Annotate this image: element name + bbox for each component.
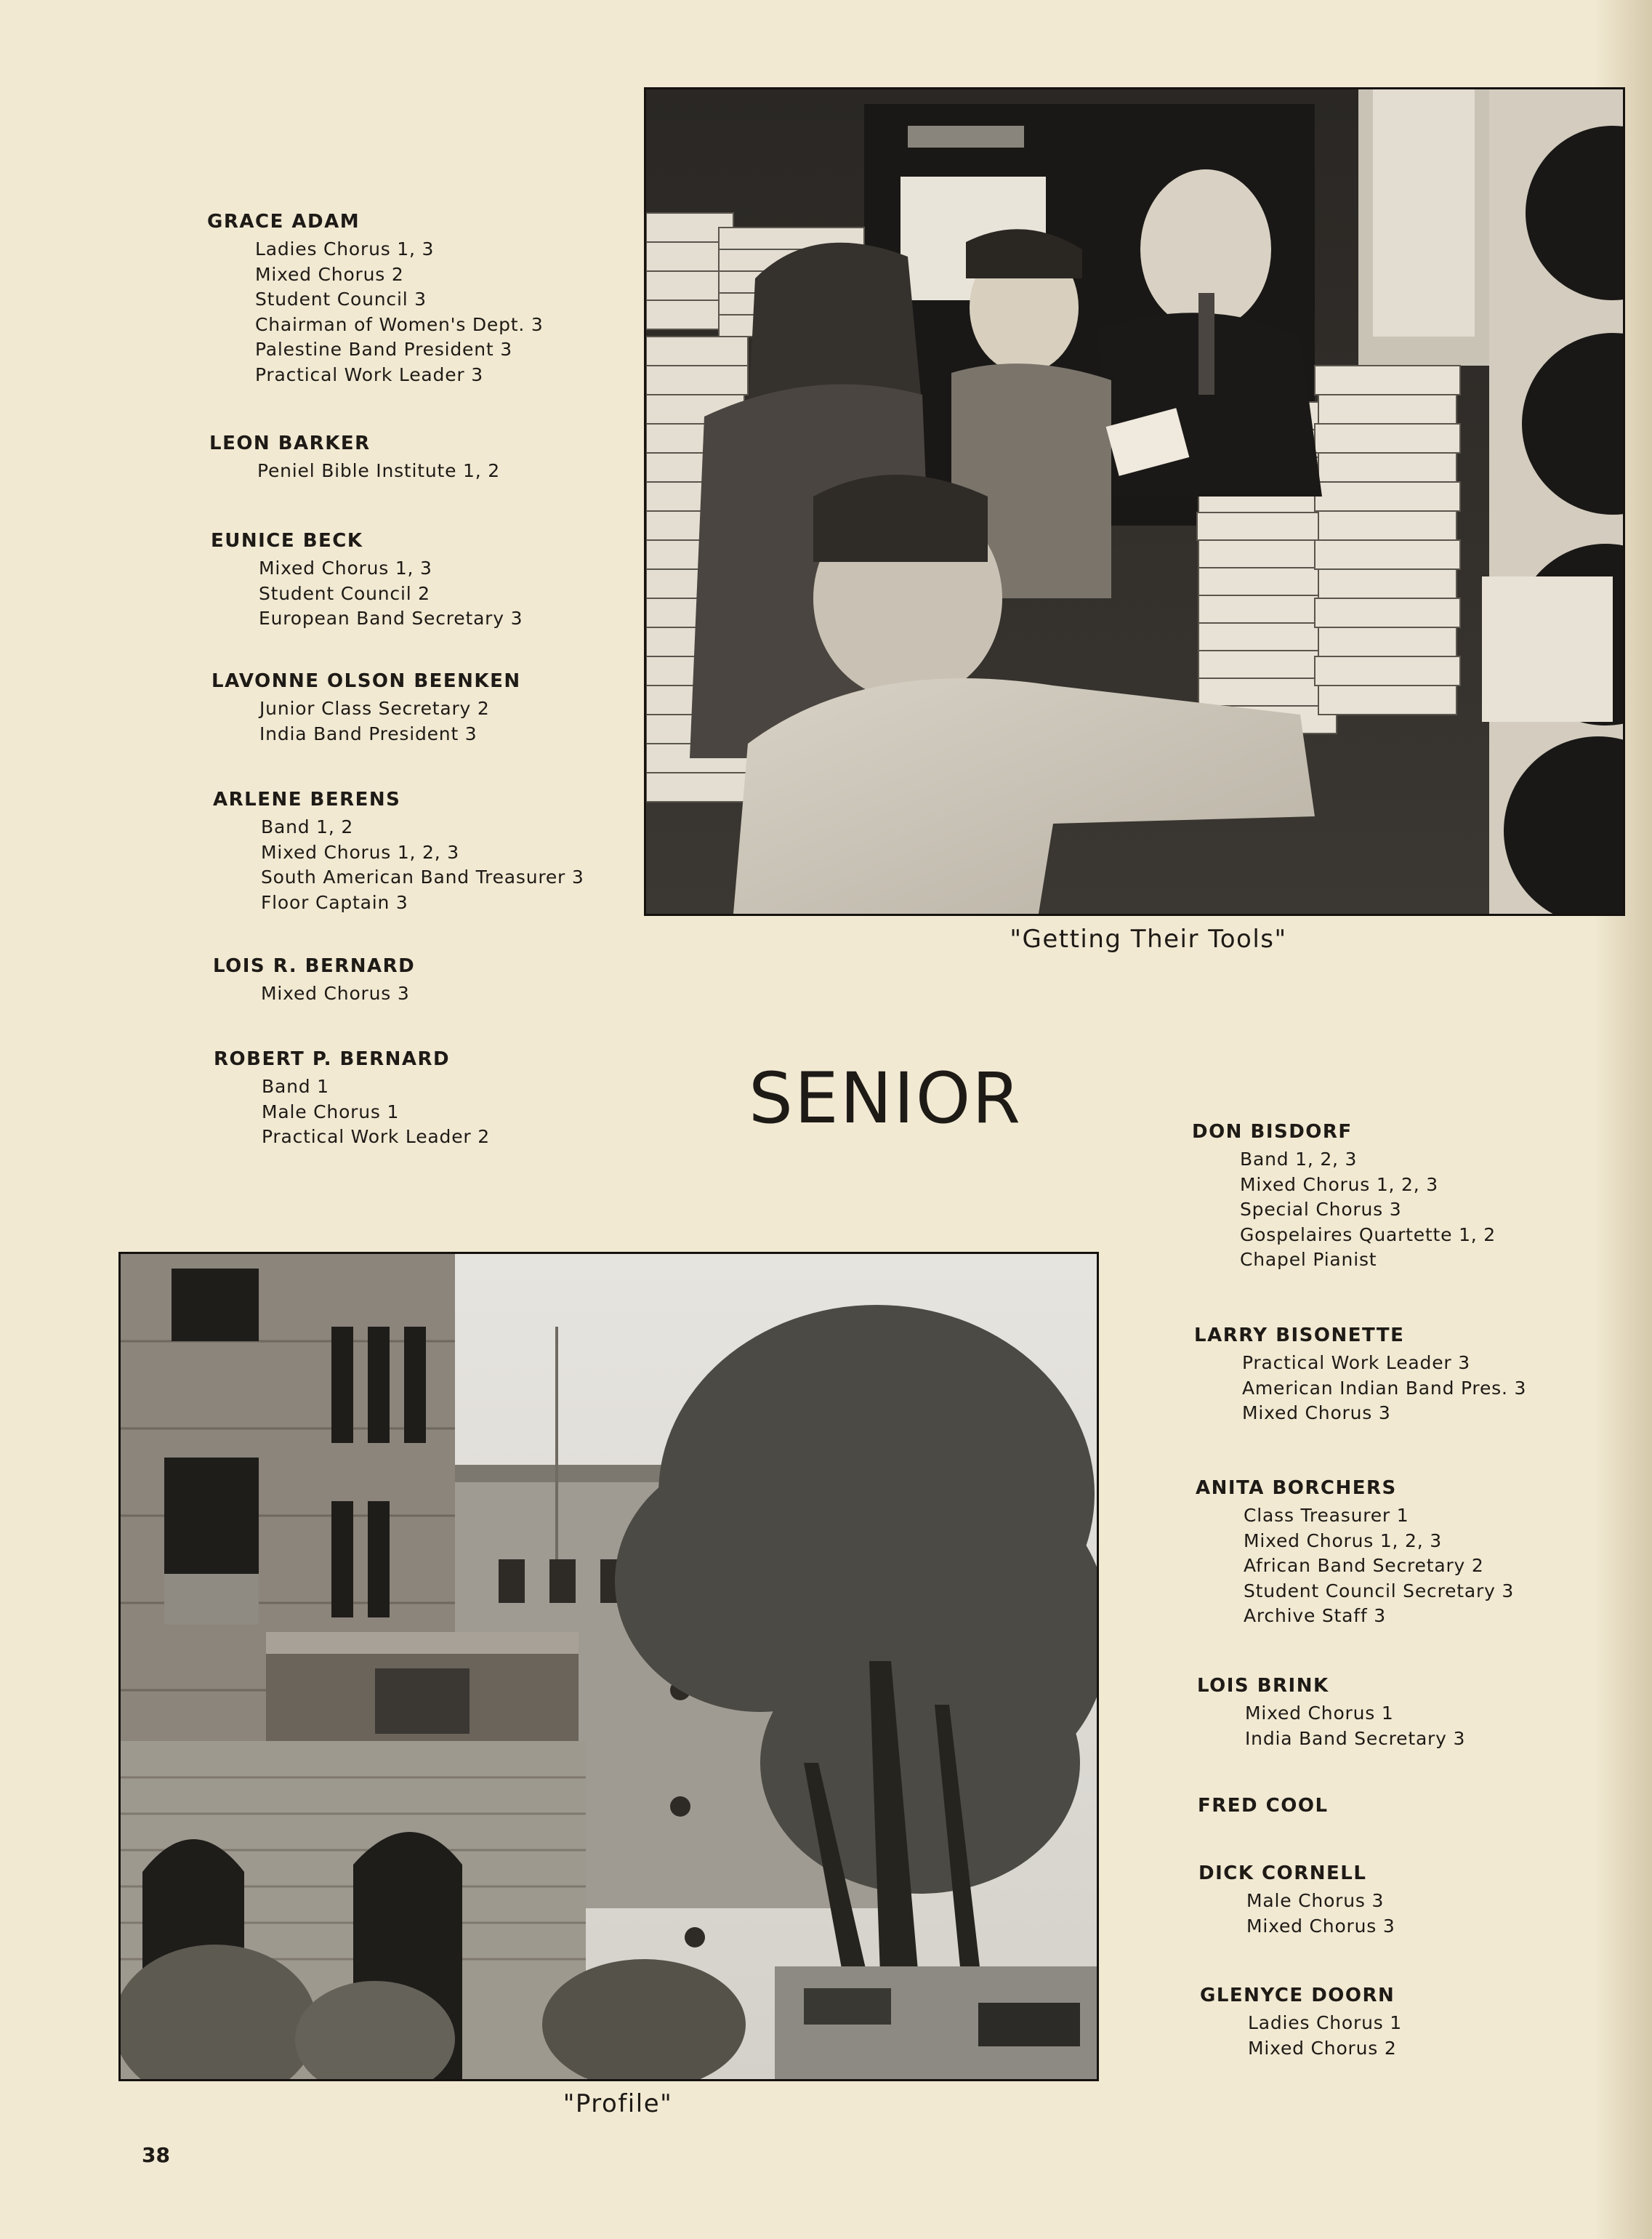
- senior-name: DICK CORNELL: [1198, 1862, 1367, 1884]
- senior-name: ROBERT P. BERNARD: [214, 1048, 451, 1070]
- activity-line: South American Band Treasurer 3: [261, 867, 584, 888]
- senior-name: GRACE ADAM: [207, 211, 360, 233]
- senior-name: EUNICE BECK: [211, 530, 363, 552]
- activity-line: Student Council Secretary 3: [1244, 1580, 1515, 1601]
- senior-entry-lavonne-olson-beenken: [211, 669, 521, 747]
- activity-line: Palestine Band President 3: [255, 339, 512, 360]
- activity-line: Practical Work Leader 3: [255, 363, 483, 385]
- activity-line: Band 1: [262, 1076, 329, 1097]
- activity-line: Mixed Chorus 1: [1245, 1703, 1394, 1724]
- activity-line: Mixed Chorus 1, 3: [259, 558, 432, 579]
- activity-line: India Band President 3: [259, 723, 478, 744]
- activity-line: Special Chorus 3: [1240, 1199, 1402, 1220]
- senior-name: LARRY BISONETTE: [1194, 1324, 1405, 1346]
- page-number: 38: [142, 2143, 170, 2167]
- activity-line: Band 1, 2: [261, 816, 354, 837]
- activity-line: Student Council 3: [255, 289, 427, 310]
- senior-name: ANITA BORCHERS: [1196, 1477, 1397, 1499]
- senior-entry-leon-barker: [209, 431, 500, 484]
- activity-line: Mixed Chorus 3: [1246, 1915, 1395, 1937]
- activity-line: Mixed Chorus 2: [255, 263, 404, 285]
- section-title: SENIOR: [749, 1058, 1022, 1139]
- activity-line: Mixed Chorus 3: [1242, 1402, 1391, 1423]
- activity-line: Chapel Pianist: [1240, 1249, 1377, 1270]
- senior-name: ARLENE BERENS: [213, 789, 401, 811]
- senior-entry-grace-adam: [207, 209, 544, 387]
- activity-line: Practical Work Leader 2: [262, 1126, 490, 1147]
- senior-name: GLENYCE DOORN: [1200, 1985, 1395, 2006]
- activity-line: Chairman of Women's Dept. 3: [255, 313, 544, 335]
- activity-line: Ladies Chorus 1: [1248, 2012, 1403, 2033]
- senior-entry-anita-borchers: [1196, 1476, 1514, 1629]
- senior-name: DON BISDORF: [1192, 1121, 1353, 1143]
- activity-line: Floor Captain 3: [261, 891, 408, 913]
- senior-name: LOIS R. BERNARD: [213, 955, 416, 977]
- senior-entry-lois-brink: [1197, 1673, 1465, 1751]
- activity-line: Peniel Bible Institute 1, 2: [257, 460, 500, 481]
- activity-line: American Indian Band Pres. 3: [1242, 1377, 1527, 1399]
- activity-line: Junior Class Secretary 2: [259, 698, 490, 719]
- activity-line: European Band Secretary 3: [259, 608, 523, 629]
- senior-name: LOIS BRINK: [1197, 1675, 1329, 1697]
- senior-entry-robert-p-bernard: [214, 1047, 490, 1150]
- activity-line: India Band Secretary 3: [1245, 1727, 1466, 1749]
- activity-line: Mixed Chorus 3: [261, 983, 410, 1004]
- activity-line: Mixed Chorus 1, 2, 3: [261, 841, 459, 863]
- activity-line: Class Treasurer 1: [1244, 1505, 1409, 1526]
- senior-entry-glenyce-doorn: [1200, 1983, 1402, 2061]
- senior-name: LEON BARKER: [209, 433, 371, 454]
- activity-line: Mixed Chorus 1, 2, 3: [1240, 1173, 1438, 1195]
- senior-entry-eunice-beck: [211, 528, 523, 632]
- activity-line: Ladies Chorus 1, 3: [255, 238, 435, 260]
- senior-entry-arlene-berens: [213, 787, 584, 915]
- activity-line: Mixed Chorus 1, 2, 3: [1244, 1529, 1442, 1551]
- photo-getting-their-tools: [644, 87, 1625, 916]
- activity-line: Practical Work Leader 3: [1242, 1352, 1470, 1373]
- photo-profile: [118, 1252, 1099, 2081]
- senior-entry-lois-r-bernard: [213, 954, 415, 1007]
- senior-entry-fred-cool: [1198, 1793, 1329, 1818]
- activity-line: Band 1, 2, 3: [1240, 1149, 1358, 1170]
- activity-line: Gospelaires Quartette 1, 2: [1240, 1223, 1496, 1245]
- activity-line: Student Council 2: [259, 582, 430, 604]
- senior-name: LAVONNE OLSON BEENKEN: [211, 670, 521, 692]
- activity-line: African Band Secretary 2: [1244, 1555, 1484, 1576]
- caption-getting-their-tools: "Getting Their Tools": [1010, 925, 1287, 954]
- activity-line: Male Chorus 1: [262, 1101, 400, 1122]
- activity-line: Archive Staff 3: [1244, 1605, 1386, 1626]
- senior-entry-larry-bisonette: [1194, 1323, 1526, 1426]
- activity-line: Male Chorus 3: [1246, 1890, 1385, 1911]
- senior-entry-dick-cornell: [1198, 1861, 1395, 1939]
- caption-profile: "Profile": [563, 2089, 673, 2118]
- senior-name: FRED COOL: [1198, 1795, 1329, 1817]
- senior-entry-don-bisdorf: [1192, 1120, 1496, 1273]
- activity-line: Mixed Chorus 2: [1248, 2037, 1397, 2059]
